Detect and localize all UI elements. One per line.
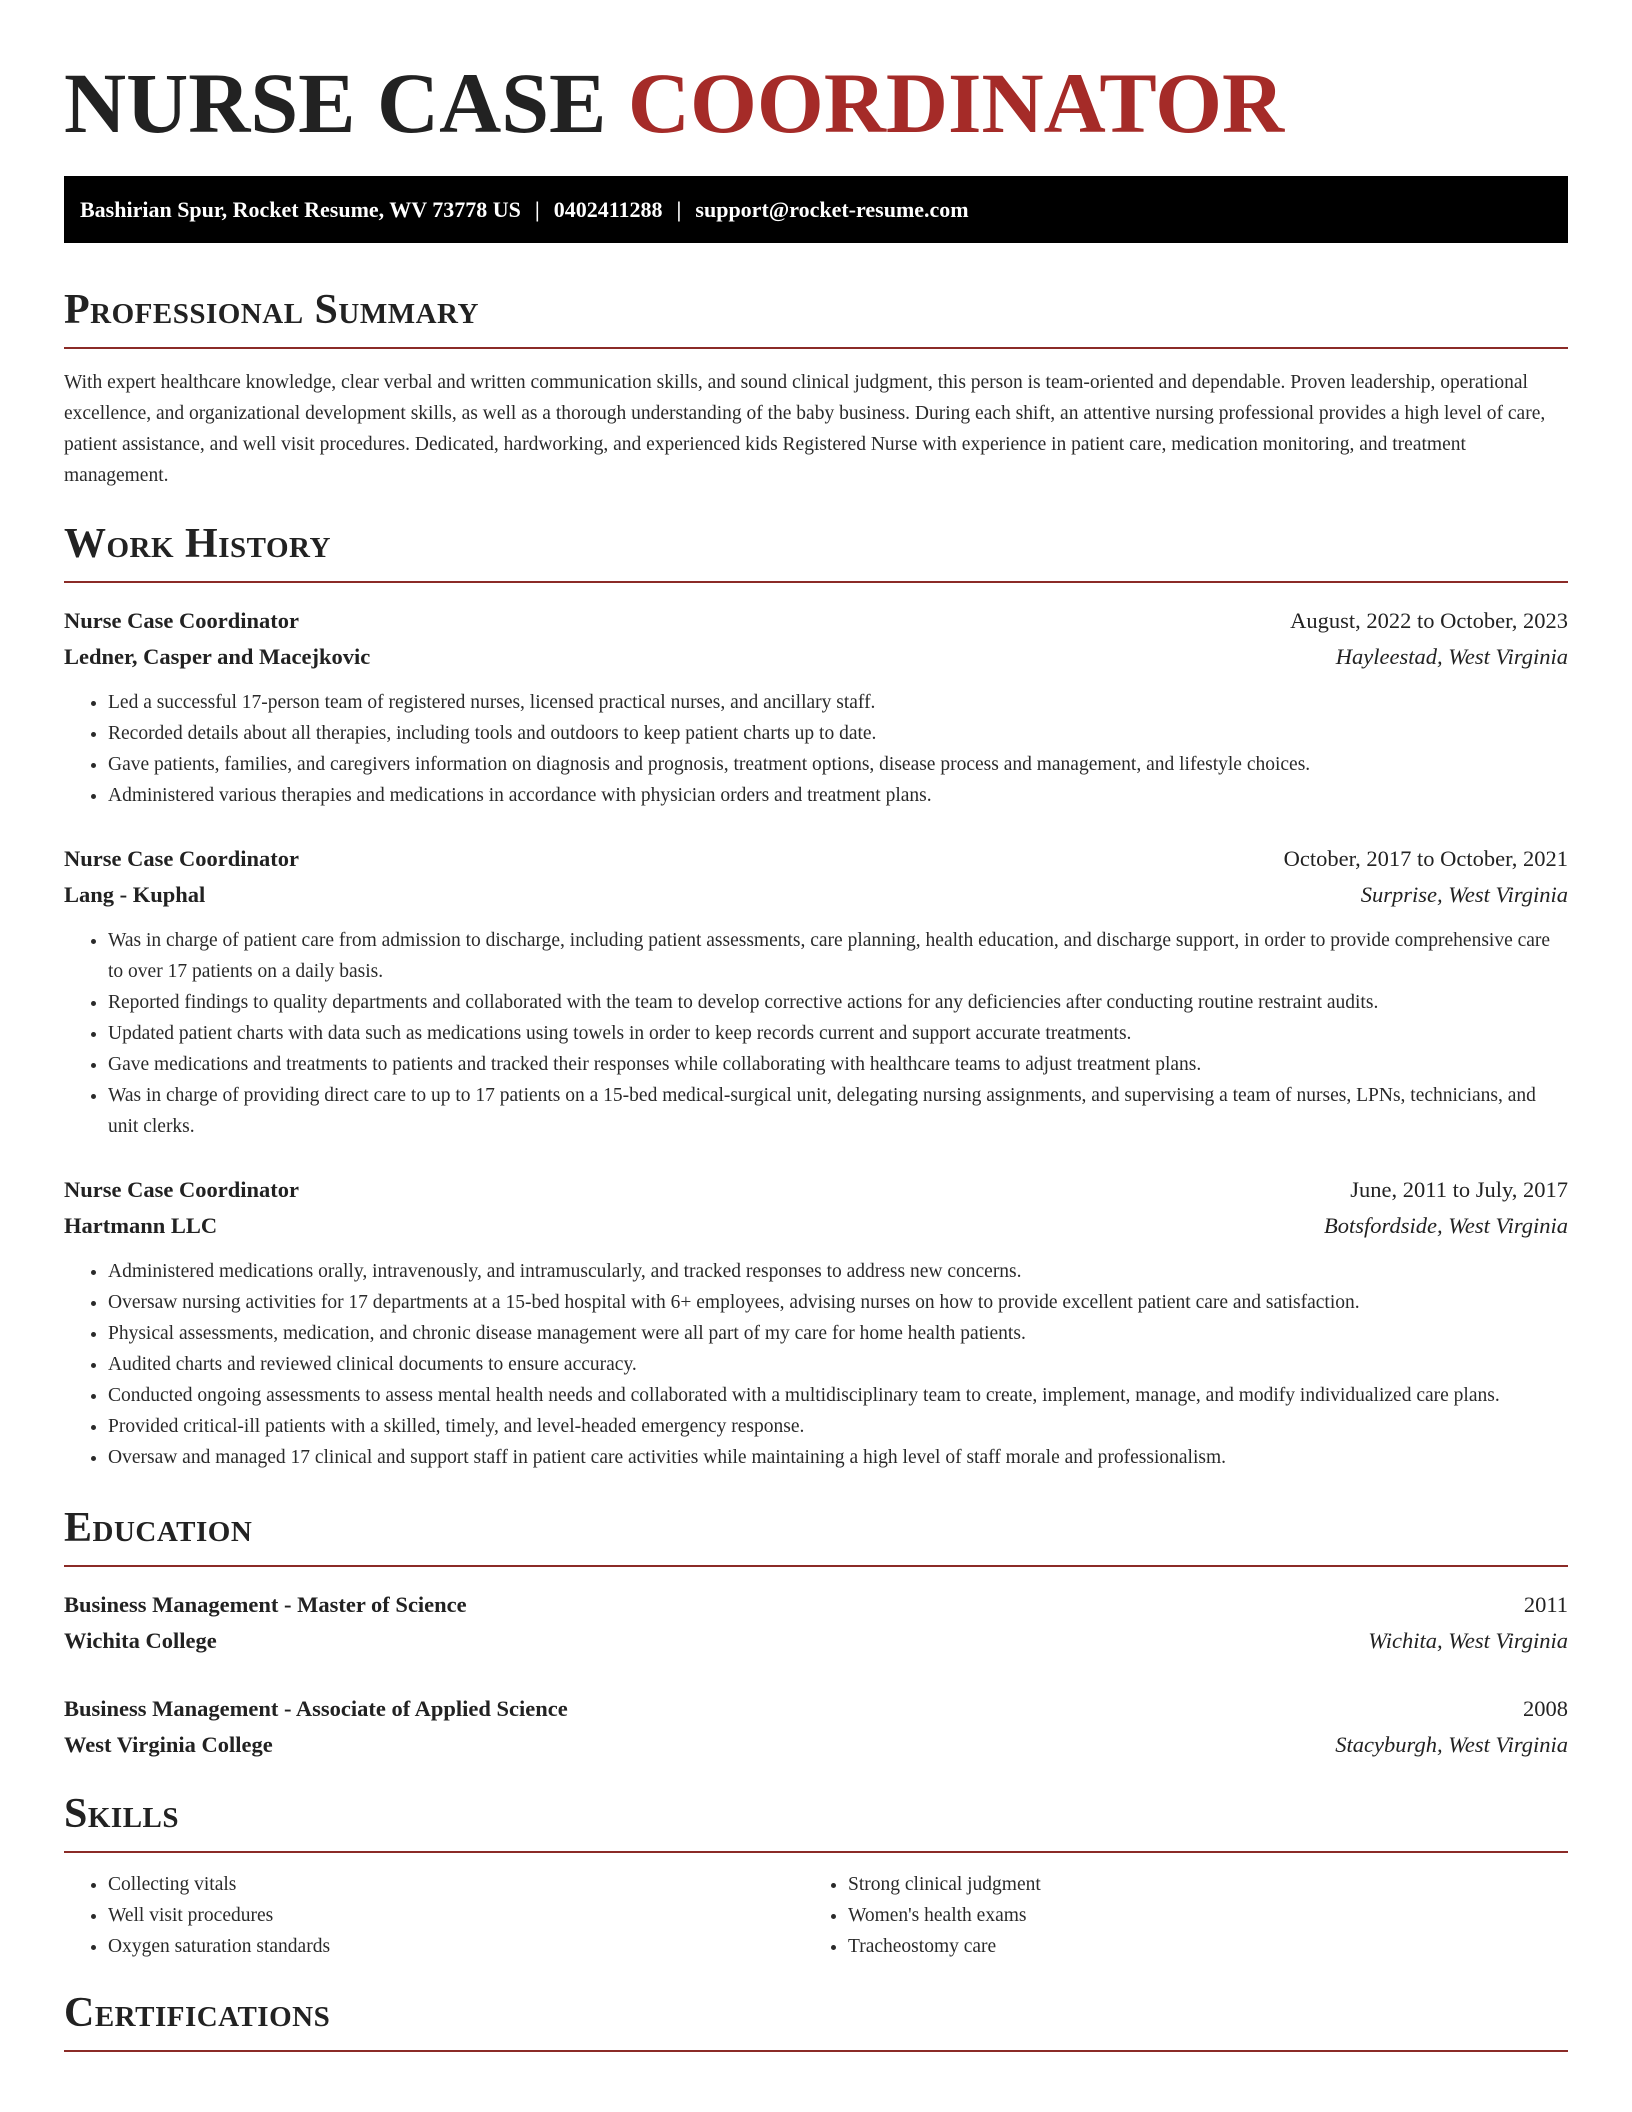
skills-section [64, 1789, 1568, 1962]
education-year: 2008 [1523, 1696, 1568, 1721]
skill-item: • Tracheostomy care [848, 1931, 1544, 1962]
education-entry [64, 1587, 1568, 1659]
summary-section [64, 285, 1568, 491]
job-bullet: • Led a successful 17-person team of registered nurses, licensed practical nurses, and ancillary staff. [108, 687, 1568, 718]
job-bullet: • Gave medications and treatments to patients and tracked their responses while collaborating with healthcare teams to adjust treatment plans. [108, 1049, 1568, 1080]
job-entry [64, 603, 1568, 811]
resume-page [64, 0, 1568, 2052]
resume-title [64, 0, 1568, 157]
education-school-row [64, 1623, 1568, 1659]
job-company-row [64, 877, 1568, 913]
education-school: West Virginia College [64, 1732, 273, 1757]
skill-item: • Strong clinical judgment [848, 1869, 1544, 1900]
job-bullets [64, 925, 1568, 1142]
section-heading-skills: Skills [64, 1791, 180, 1837]
job-entry [64, 1172, 1568, 1473]
section-divider [64, 1565, 1568, 1567]
education-entry [64, 1691, 1568, 1763]
job-dates: August, 2022 to October, 2023 [1290, 608, 1568, 633]
title-accent: COORDINATOR [627, 55, 1285, 151]
education-school-row [64, 1727, 1568, 1763]
contact-separator: | [676, 197, 682, 222]
contact-separator: | [534, 197, 540, 222]
education-degree-row [64, 1691, 1568, 1727]
job-title-row [64, 841, 1568, 877]
job-dates: June, 2011 to July, 2017 [1350, 1177, 1568, 1202]
job-bullet: • Conducted ongoing assessments to assess mental health needs and collaborated with a multidisciplinary team to create, implement, manage, and modify individualized care plans. [108, 1380, 1568, 1411]
education-section [64, 1503, 1568, 1763]
certifications-section [64, 1988, 1568, 2052]
skill-item: • Well visit procedures [108, 1900, 804, 1931]
section-heading-work-history: Work History [64, 521, 331, 567]
job-bullet: • Provided critical-ill patients with a skilled, timely, and level-headed emergency response. [108, 1411, 1568, 1442]
job-bullet: • Recorded details about all therapies, including tools and outdoors to keep patient charts up to date. [108, 718, 1568, 749]
job-location: Surprise, West Virginia [1360, 882, 1568, 907]
job-title-row [64, 603, 1568, 639]
job-bullets [64, 687, 1568, 811]
job-bullet: • Was in charge of patient care from admission to discharge, including patient assessments, care planning, health education, and discharge support, in order to provide comprehensive care to over 17 patients on a daily basis. [108, 925, 1568, 987]
education-year: 2011 [1523, 1592, 1568, 1617]
job-title-row [64, 1172, 1568, 1208]
section-heading-education: Education [64, 1505, 253, 1551]
contact-bar [64, 176, 1568, 243]
skill-item: • Oxygen saturation standards [108, 1931, 804, 1962]
section-divider [64, 1851, 1568, 1853]
section-heading-certifications: Certifications [64, 1990, 331, 2036]
job-bullet: • Audited charts and reviewed clinical documents to ensure accuracy. [108, 1349, 1568, 1380]
title-main: NURSE CASE [64, 55, 607, 151]
job-bullet: • Administered various therapies and medications in accordance with physician orders and treatment plans. [108, 780, 1568, 811]
job-bullet: • Gave patients, families, and caregivers information on diagnosis and prognosis, treatment options, disease process and management, and lifestyle choices. [108, 749, 1568, 780]
section-divider [64, 347, 1568, 349]
skills-column-right [804, 1869, 1544, 1962]
skill-item: • Collecting vitals [108, 1869, 804, 1900]
job-bullet: • Reported findings to quality departments and collaborated with the team to develop corrective actions for any deficiencies after conducting routine restraint audits. [108, 987, 1568, 1018]
job-bullet: • Physical assessments, medication, and chronic disease management were all part of my care for home health patients. [108, 1318, 1568, 1349]
education-school: Wichita College [64, 1628, 217, 1653]
job-company-row [64, 639, 1568, 675]
section-divider [64, 2050, 1568, 2052]
education-location: Wichita, West Virginia [1368, 1628, 1568, 1653]
work-history-section [64, 519, 1568, 1473]
contact-email: support@rocket-resume.com [695, 197, 969, 222]
job-bullet: • Administered medications orally, intravenously, and intramuscularly, and tracked responses to address new concerns. [108, 1256, 1568, 1287]
job-company: Ledner, Casper and Macejkovic [64, 644, 371, 669]
contact-address: Bashirian Spur, Rocket Resume, WV 73778 US [80, 197, 521, 222]
job-location: Botsfordside, West Virginia [1324, 1213, 1568, 1238]
education-degree-row [64, 1587, 1568, 1623]
job-bullets [64, 1256, 1568, 1473]
job-dates: October, 2017 to October, 2021 [1283, 846, 1568, 871]
education-degree: Business Management - Master of Science [64, 1592, 467, 1617]
skills-column-left [64, 1869, 804, 1962]
education-degree: Business Management - Associate of Applied Science [64, 1696, 568, 1721]
contact-phone: 0402411288 [553, 197, 663, 222]
job-title: Nurse Case Coordinator [64, 608, 299, 633]
skill-item: • Women's health exams [848, 1900, 1544, 1931]
section-heading-summary: Professional Summary [64, 287, 479, 333]
job-bullet: • Oversaw nursing activities for 17 departments at a 15-bed hospital with 6+ employees, advising nurses on how to provide excellent patient care and satisfaction. [108, 1287, 1568, 1318]
job-company: Lang - Kuphal [64, 882, 206, 907]
job-entry [64, 841, 1568, 1142]
section-divider [64, 581, 1568, 583]
job-bullet: • Oversaw and managed 17 clinical and support staff in patient care activities while maintaining a high level of staff morale and professionalism. [108, 1442, 1568, 1473]
job-company: Hartmann LLC [64, 1213, 218, 1238]
skills-grid [64, 1869, 1568, 1962]
education-location: Stacyburgh, West Virginia [1335, 1732, 1568, 1757]
job-title: Nurse Case Coordinator [64, 846, 299, 871]
summary-text: With expert healthcare knowledge, clear verbal and written communication skills, and sound clinical judgment, this person is team-oriented and dependable. Proven leadership, operational excellence, and organizational development skills, as well as a thorough understanding of the baby business. During each shift, an attentive nursing professional provides a high level of care, patient assistance, and well visit procedures. Dedicated, hardworking, and experienced kids Registered Nurse with experience in patient care, medication monitoring, and treatment management. [64, 372, 1546, 486]
job-company-row [64, 1208, 1568, 1244]
job-title: Nurse Case Coordinator [64, 1177, 299, 1202]
job-location: Hayleestad, West Virginia [1335, 644, 1568, 669]
job-bullet: • Was in charge of providing direct care to up to 17 patients on a 15-bed medical-surgical unit, delegating nursing assignments, and supervising a team of nurses, LPNs, technicians, and unit clerks. [108, 1080, 1568, 1142]
job-bullet: • Updated patient charts with data such as medications using towels in order to keep records current and support accurate treatments. [108, 1018, 1568, 1049]
